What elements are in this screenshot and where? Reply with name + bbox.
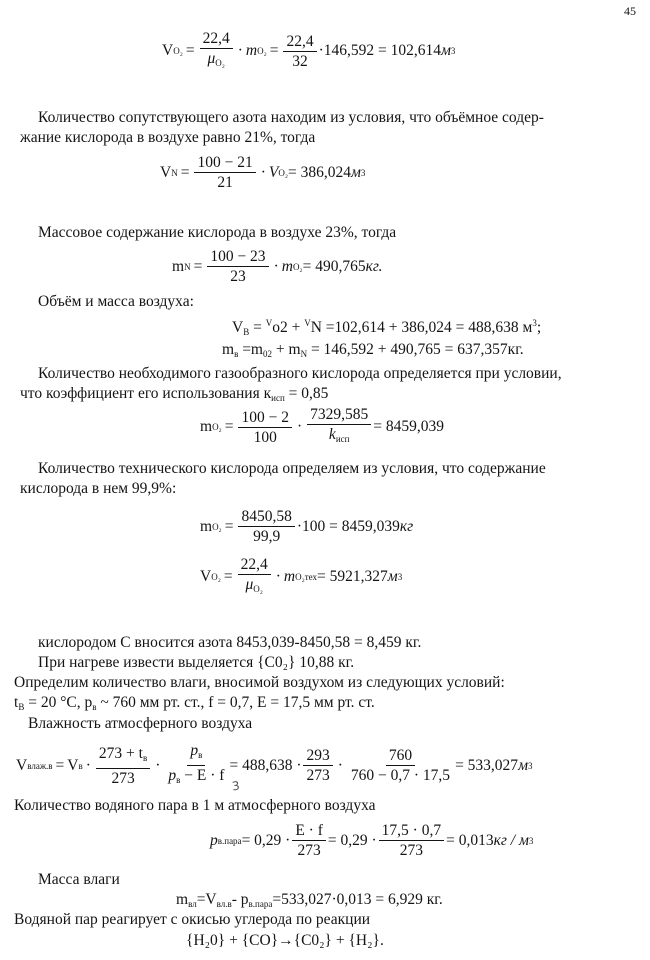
paragraph-technical-oxygen-cont: кислорода в нем 99,9%: [20, 480, 177, 497]
paragraph-required-oxygen: Количество необходимого газообразного кислорода определяется при условии, [38, 365, 562, 382]
paragraph-mass-content: Массовое содержание кислорода в воздухе 23%, тогда [38, 224, 397, 241]
paragraph-moisture-conditions: Определим количество влаги, вносимой воздухом из следующих условий: [14, 674, 505, 691]
equation-nitrogen-volume: V N = $\frac{100 - 21}{21}$ · V O₂ = 386,024 м 3 [160, 154, 366, 191]
paragraph-moisture-mass: Масса влаги [38, 871, 120, 888]
paragraph-water-vapor: Количество водяного пара в 1 м атмосферного воздуха [14, 797, 376, 814]
paragraph-air-volume-mass: Объём и масса воздуха: [38, 293, 194, 310]
paragraph-lime-heating: При нагреве извести выделяется {С0₂} 10,88 кг. [38, 654, 355, 671]
equation-vapor-density: p в.пара = 0,29 · $\frac{E \cdot f}{273}$ = 0,29 · $\frac{17,5 \cdot 0,7}{273}$ = 0,013 кг / м 3 [210, 822, 534, 859]
paragraph-nitrogen-condition-cont: жание кислорода в воздухе равно 21%, тогда [20, 129, 316, 146]
equation-air-volume: $V_В = ^Vo2 + ^VN =102,614 + 386,024 = 488,638$ $м^3$; [232, 318, 542, 337]
paragraph-nitrogen-introduced: кислородом С вносится азота 8453,039-8450,58 = 8,459 кг. [38, 634, 422, 651]
equation-oxygen-volume: V O₂ = $\frac{22,4}{\mu_{O_2}}$ · m O₂ = $\frac{22,4}{32}$ ·146,592 = 102,614 м 3 [162, 30, 456, 70]
page-number: 45 [624, 4, 636, 18]
paragraph-required-oxygen-cont: что коэффициент его использования $к_{исп} = 0,85$ [20, 385, 329, 403]
paragraph-nitrogen-condition: Количество сопутствующего азота находим из условия, что объёмное содер- [38, 109, 544, 126]
equation-gaseous-oxygen: m O₂ = $\frac{100 - 2}{100}$ · $\frac{7329,585}{k_{исп}}$ = 8459,039 [200, 406, 444, 446]
equation-technical-oxygen-volume: V O₂ = $\frac{22,4}{\mu_{O_2}}$ · m O₂тех = 5921,327 м 3 [200, 556, 403, 594]
paragraph-vapor-reaction: Водяной пар реагирует с окисью углерода по реакции [14, 911, 371, 928]
equation-moisture-mass: $m_{вл}=V_{вл.в}-$ $р_{в.пара}=533,027\cdot 0,013 = 6,929$ кг. [176, 891, 443, 909]
paragraph-technical-oxygen: Количество технического кислорода определяем из условия, что содержание [38, 460, 546, 477]
paragraph-moisture-parameters: $t_В = 20$ °С, $р_в$ ~ 760 мм рт. ст., f = 0,7, Е = 17,5 мм рт. ст. [14, 694, 375, 712]
paragraph-air-humidity: Влажность атмосферного воздуха [28, 715, 253, 732]
equation-air-mass: $m_в =m_{02} + m_N = 146,592 + 490,765 = 637,357кг$. [222, 341, 524, 359]
equation-nitrogen-mass: m N = $\frac{100 - 23}{23}$ · m O₂ = 490,765 кг. [172, 248, 383, 285]
equation-technical-oxygen-mass: m O₂ = $\frac{8450,58}{99,9}$ ·100 = 8459,039 кг [200, 508, 414, 545]
reaction-equation: {H₂0} + {CO}→{C0₂} + {H₂}. [186, 932, 384, 949]
handwritten-annotation: 3 [231, 778, 241, 794]
equation-humid-air-volume: V влаж.в = V в · $\frac{273 + t_в}{273}$ · $\frac{p_в}{p_в - E \cdot f}$ = 488,638 · $\frac{293}{273}$ · $\frac{760}{760 - 0,7 \cdot 17,5}$ = 533,027 м 3 [16, 742, 533, 787]
